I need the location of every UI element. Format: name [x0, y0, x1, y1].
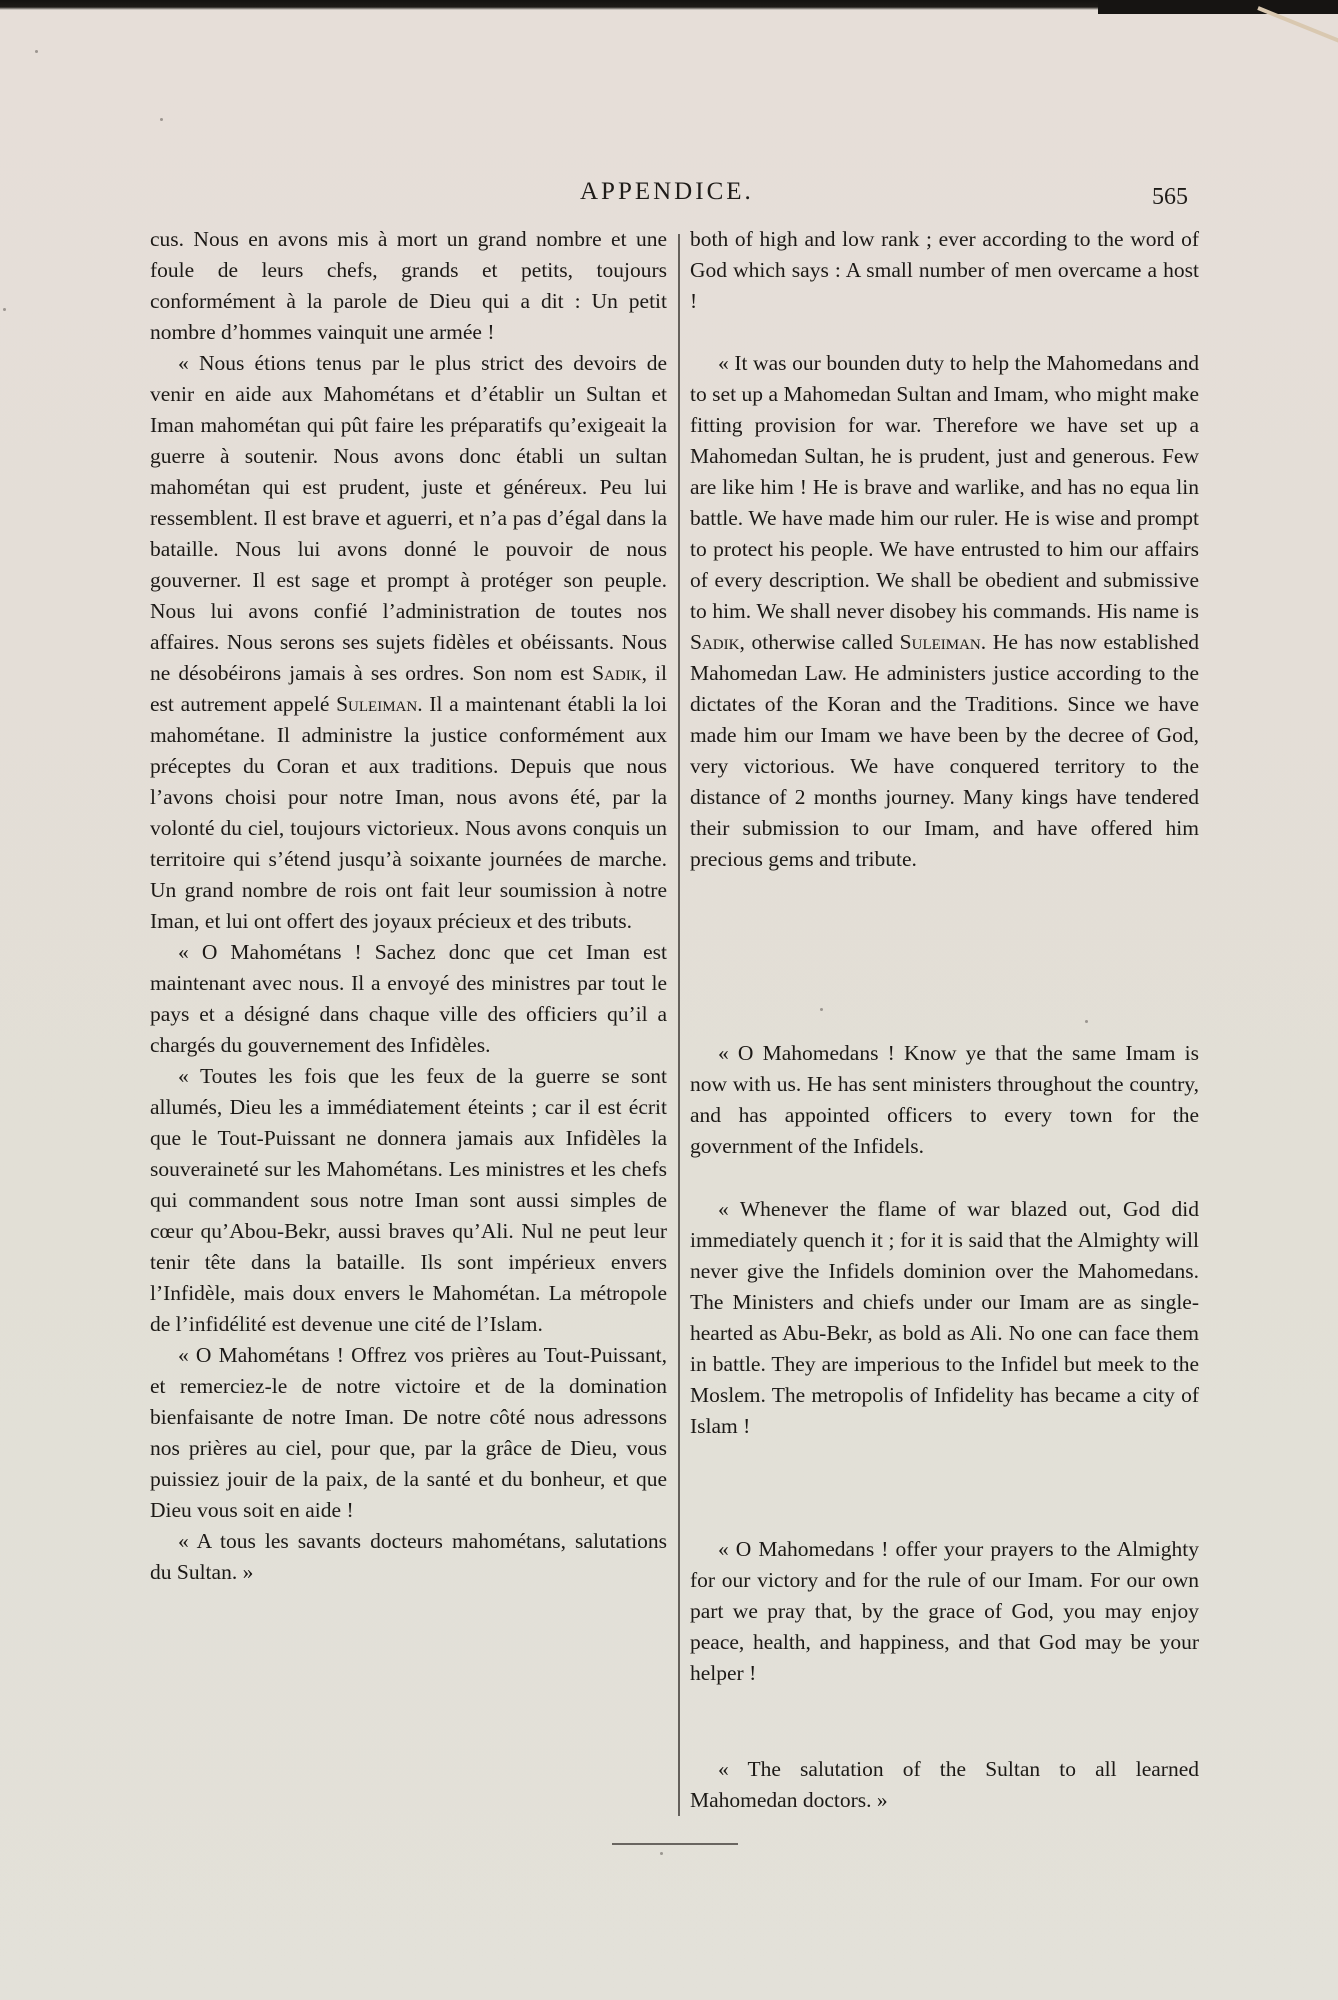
running-title: APPENDICE.	[580, 178, 754, 205]
paragraph-fr-2	[150, 348, 667, 937]
french-column	[150, 224, 667, 1588]
end-of-text-rule	[612, 1843, 738, 1845]
paragraph-fr-3: « O Mahométans ! Sachez donc que cet Iman est maintenant avec nous. Il a envoyé des ministres par tout le pays et a désigné dans chaque ville des officiers qu’il a chargés du gouvernement des Infidèles.	[150, 940, 667, 1057]
paragraph-fr-2-text: « Nous étions tenus par le plus strict des devoirs de venir en aide aux Mahométans et d’établir un Sultan et Iman mahométan qui pût faire les préparatifs qu’exigeait la guerre à soutenir. Nous avons donc établi un sultan mahométan qui est prudent, juste et généreux. Peu lui ressemblent. Il est brave et aguerri, et n’a pas d’égal dans la bataille. Nous lui avons donné le pouvoir de nous gouverner. Il est sage et prompt à protéger son peuple. Nous lui avons confié l’administration de toutes nos affaires. Nous serons ses sujets fidèles et obéissants. Nous ne désobéirons jamais à ses ordres. Son nom est	[150, 351, 667, 685]
paper-speck	[660, 1852, 663, 1855]
paragraph-en-2-mid: , otherwise called	[739, 630, 900, 654]
paragraph-fr-6: « A tous les savants docteurs mahométans, salutations du Sultan. »	[150, 1529, 667, 1584]
name-sadik-en: Sadik	[690, 630, 740, 654]
paper-speck	[820, 1008, 823, 1011]
paragraph-en-3: « O Mahomedans ! Know ye that the same Imam is now with us. He has sent ministers throughout the country, and has appointed officers to every town for the government of the Infidels.	[690, 1041, 1199, 1158]
paper-speck	[3, 308, 6, 311]
name-suleiman-fr: Suleiman	[336, 692, 418, 716]
paragraph-en-1: both of high and low rank ; ever according to the word of God which says : A small number of men overcame a host !	[690, 227, 1199, 313]
name-suleiman-en: Suleiman	[899, 630, 981, 654]
name-sadik-fr: Sadik	[592, 661, 642, 685]
paragraph-en-2-text: « It was our bounden duty to help the Mahomedans and to set up a Mahomedan Sultan and Imam, who might make fitting provision for war. Therefore we have set up a Mahomedan Sultan, he is prudent, just and generous. Few are like him ! He is brave and warlike, and has no equa lin battle. We have made him our ruler. He is wise and prompt to protect his people. We have entrusted to him our affairs of every description. We shall be obedient and submissive to him. We shall never disobey his commands. His name is	[690, 351, 1199, 623]
paragraph-en-4: « Whenever the flame of war blazed out, God did immediately quench it ; for it is said that the Almighty will never give the Infidels dominion over the Mahomedans. The Ministers and chiefs under our Imam are as single-hearted as Abu-Bekr, as bold as Ali. No one can face them in battle. They are imperious to the Infidel but meek to the Moslem. The metropolis of Infidelity has became a city of Islam !	[690, 1197, 1199, 1438]
paragraph-fr-2-mid: , il est autrement appelé	[150, 661, 667, 716]
paragraph-fr-1: cus. Nous en avons mis à mort un grand nombre et une foule de leurs chefs, grands et petits, toujours conformément à la parole de Dieu qui a dit : Un petit nombre d’hommes vainquit une armée !	[150, 227, 667, 344]
paragraph-en-6: « The salutation of the Sultan to all learned Mahomedan doctors. »	[690, 1757, 1199, 1812]
paragraph-en-5: « O Mahomedans ! offer your prayers to the Almighty for our victory and for the rule of our Imam. For our own part we pray that, by the grace of God, you may enjoy peace, health, and happiness, and that God may be your helper !	[690, 1537, 1199, 1685]
page-number: 565	[1152, 184, 1188, 210]
paragraph-fr-5: « O Mahométans ! Offrez vos prières au Tout-Puissant, et remerciez-le de notre victoire et de la domination bienfaisante de notre Iman. De notre côté nous adressons nos prières au ciel, pour que, par la grâce de Dieu, vous puissiez jouir de la paix, de la santé et du bonheur, et que Dieu vous soit en aide !	[150, 1343, 667, 1522]
column-divider	[678, 234, 680, 1816]
scan-top-right-edge	[1098, 0, 1338, 14]
paper-speck	[35, 50, 38, 53]
paper-speck	[1085, 1020, 1088, 1023]
paragraph-en-2	[690, 348, 1199, 875]
paragraph-en-2-tail: . He has now established Mahomedan Law. He administers justice according to the dictates of the Koran and the Traditions. Since we have made him our Imam we have been by the decree of God, very victorious. We have conquered territory to the distance of 2 months journey. Many kings have tendered their submission to our Imam, and have offered him precious gems and tribute.	[690, 630, 1199, 871]
paper-speck	[160, 118, 163, 121]
paragraph-fr-2-tail: . Il a maintenant établi la loi mahométane. Il administre la justice conformément aux préceptes du Coran et aux traditions. Depuis que nous l’avons choisi pour notre Iman, nous avons été, par la volonté du ciel, toujours victorieux. Nous avons conquis un territoire qui s’étend jusqu’à soixante journées de marche. Un grand nombre de rois ont fait leur soumission à notre Iman, et lui ont offert des joyaux précieux et des tributs.	[150, 692, 667, 933]
paragraph-fr-4: « Toutes les fois que les feux de la guerre se sont allumés, Dieu les a immédiatement éteints ; car il est écrit que le Tout-Puissant ne donnera jamais aux Infidèles la souveraineté sur les Mahométans. Les ministres et les chefs qui commandent sous notre Iman sont aussi simples de cœur qu’Abou-Bekr, aussi braves qu’Ali. Nul ne peut leur tenir tête dans la bataille. Ils sont impérieux envers l’Infidèle, mais doux envers le Mahométan. La métropole de l’infidélité est devenue une cité de l’Islam.	[150, 1064, 667, 1336]
